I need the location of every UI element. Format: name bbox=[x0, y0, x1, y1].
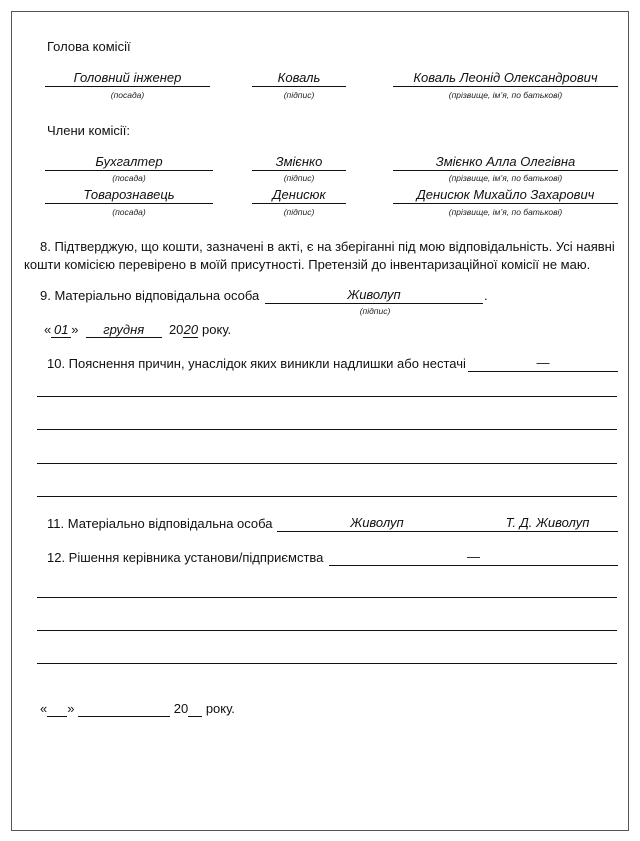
date1-open-quote: « bbox=[44, 322, 52, 337]
date2-year-prefix: 20 bbox=[173, 701, 189, 716]
chairman-signature-field: Коваль bbox=[252, 70, 346, 87]
date2-close-quote: » bbox=[67, 701, 75, 716]
date1-row bbox=[44, 322, 231, 338]
p10-blank-line-4 bbox=[37, 496, 617, 497]
date1-day: 01 bbox=[51, 322, 71, 338]
p12-value-field: — bbox=[329, 549, 618, 566]
p9-period: . bbox=[484, 288, 488, 303]
member1-signature-caption: (підпис) bbox=[283, 173, 315, 183]
date2-year-word: року. bbox=[205, 701, 235, 716]
date2-year-blank bbox=[188, 701, 202, 717]
member2-position-caption: (посада) bbox=[112, 207, 146, 217]
p12-blank-line-3 bbox=[37, 663, 617, 664]
member1-position-caption: (посада) bbox=[112, 173, 146, 183]
p10-blank-line-3 bbox=[37, 463, 617, 464]
p11-label: 11. Матеріально відповідальна особа bbox=[47, 516, 273, 531]
p12-blank-line-2 bbox=[37, 630, 617, 631]
chairman-position-caption: (посада) bbox=[110, 90, 145, 100]
p9-signature-field: Живолуп bbox=[265, 287, 483, 304]
member1-position-field: Бухгалтер bbox=[45, 154, 213, 171]
chairman-fullname-caption: (прізвище, ім’я, по батькові) bbox=[448, 90, 563, 100]
date1-year-suffix: 20 bbox=[183, 322, 199, 337]
date1-month: грудня bbox=[86, 322, 162, 338]
date2-open-quote: « bbox=[40, 701, 48, 716]
member2-fullname-field: Денисюк Михайло Захарович bbox=[393, 187, 618, 204]
p11-signature-field: Живолуп bbox=[277, 515, 477, 532]
date1-year-prefix: 20 bbox=[168, 322, 184, 337]
member2-fullname-caption: (прізвище, ім’я, по батькові) bbox=[448, 207, 563, 217]
member2-position-field: Товарознавець bbox=[45, 187, 213, 204]
p10-blank-line-1 bbox=[37, 396, 617, 397]
member1-fullname-caption: (прізвище, ім’я, по батькові) bbox=[448, 173, 563, 183]
chairman-fullname-field: Коваль Леонід Олександрович bbox=[393, 70, 618, 87]
member2-signature-caption: (підпис) bbox=[283, 207, 315, 217]
p10-blank-line-2 bbox=[37, 429, 617, 430]
members-heading: Члени комісії: bbox=[47, 123, 131, 138]
member1-fullname-field: Змієнко Алла Олегівна bbox=[393, 154, 618, 171]
p9-signature-caption: (підпис) bbox=[359, 306, 391, 316]
p8-line2: кошти комісією перевірено в моїй присутності. Претензій до інвентаризаційної комісії не маю. bbox=[24, 257, 591, 272]
p10-value-field: — bbox=[468, 355, 618, 372]
member2-signature-field: Денисюк bbox=[252, 187, 346, 204]
member1-signature-field: Змієнко bbox=[252, 154, 346, 171]
p9-label: 9. Матеріально відповідальна особа bbox=[40, 288, 260, 303]
date1-year-word: року. bbox=[202, 322, 232, 337]
chairman-heading: Голова комісії bbox=[47, 39, 131, 54]
p12-label: 12. Рішення керівника установи/підприємства bbox=[47, 550, 324, 565]
date2-month-blank bbox=[78, 701, 170, 717]
p8-line1: 8. Підтверджую, що кошти, зазначені в акті, є на зберіганні під мою відповідальність. Усі наявні bbox=[40, 239, 615, 254]
date2-row bbox=[40, 701, 235, 717]
p10-label: 10. Пояснення причин, унаслідок яких виникли надлишки або нестачі bbox=[47, 356, 466, 371]
chairman-position-field: Головний інженер bbox=[45, 70, 210, 87]
chairman-signature-caption: (підпис) bbox=[283, 90, 315, 100]
date2-day-blank bbox=[47, 701, 67, 717]
p12-blank-line-1 bbox=[37, 597, 617, 598]
p11-name-field: Т. Д. Живолуп bbox=[477, 515, 618, 532]
date1-close-quote: » bbox=[71, 322, 79, 337]
